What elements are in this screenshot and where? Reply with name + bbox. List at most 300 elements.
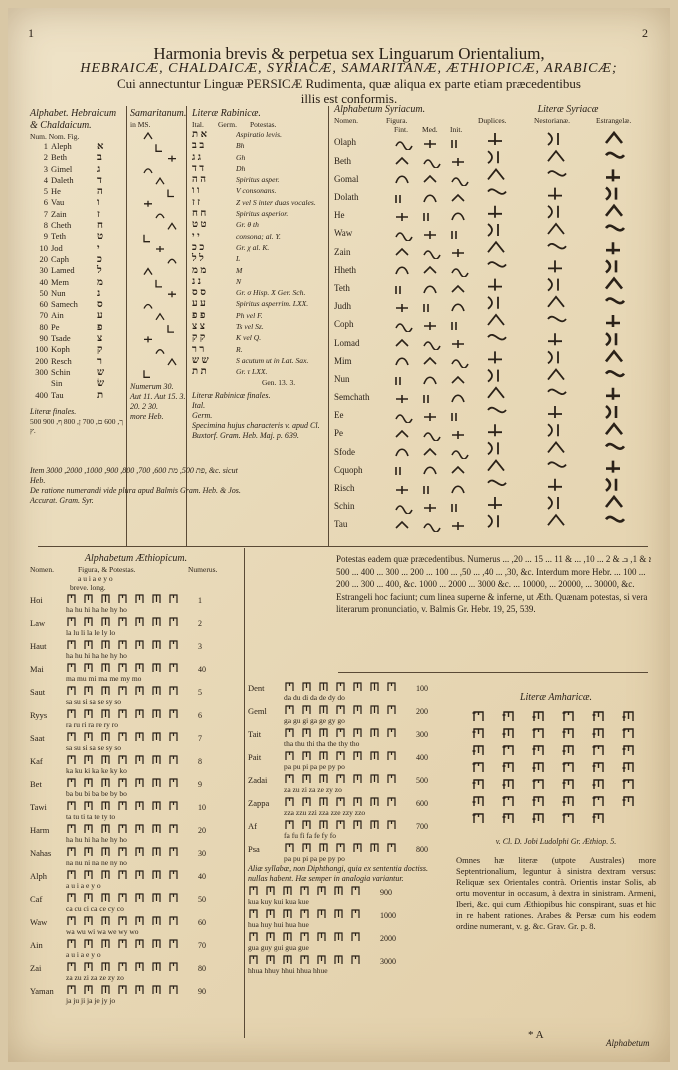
ethiopic-number: 900 [380,888,392,897]
hebrew-name: Ain [51,310,64,321]
syriac-figure-glyphs [390,373,480,387]
ethiopic-syllables: a u i a e y o [66,881,101,890]
ethiopic-glyph [286,775,293,783]
ethiopic-name: Psa [248,844,260,854]
ethiopic-glyphs [284,703,414,715]
catchword: Alphabetum [606,1038,650,1048]
amharic-glyph [533,712,544,721]
ethiopic-glyph [153,825,160,833]
ethiopic-glyph [136,848,143,856]
hebrew-row [30,209,126,220]
hebrew-row [30,254,126,265]
hebrew-glyph: א [97,141,104,152]
hebrew-notes [30,466,250,506]
syriac-row [334,298,494,316]
rabbinic-row [192,344,326,355]
rabbinic-glyph: ח ח [192,208,207,220]
syriac-glyph [396,377,400,385]
ethiopic-glyph [286,752,293,760]
ethiopic-row [30,776,242,799]
ethiopic-syllables: la lu li la le ly lo [66,628,116,637]
syriac-estr-glyph [606,242,620,254]
syriac-nest-glyph [548,260,562,272]
syriac-glyph [424,322,436,330]
ethiopic-glyph [136,802,143,810]
hebrew-num: 60 [39,299,48,310]
ethiopic-glyph [119,963,126,971]
ethiopic-number: 800 [416,845,428,854]
syriac-glyph [396,340,408,346]
ethiopic-glyph [318,910,325,918]
ethiopic-syllables: ha hu hi ha he hy ho [66,835,127,844]
syriac-glyph [424,524,440,532]
syriac-figure-glyphs [390,318,480,332]
syriac-name: Nun [334,373,350,384]
ethiopic-glyph [136,825,143,833]
syriac-dup-glyph [488,335,506,340]
rabbinic-row [192,129,326,140]
hebrew-row [30,299,126,310]
ethiopic-glyphs [248,953,378,965]
ethiopic-name: Ain [30,940,43,950]
ethiopic-glyph [170,802,177,810]
rabbinic-row [192,355,326,366]
hebrew-name: Gimel [51,163,73,174]
rabbinic-glyph: ב ב [192,140,205,152]
samaritan-column [130,108,186,422]
rabbinic-potestas: Aspiratio levis. [236,130,282,139]
syriac-nest-glyph [548,171,566,176]
rabbinic-head-pot: Potestas. [250,120,277,129]
rabbinic-row [192,366,326,377]
ethiopic-glyph [388,683,395,691]
ethiopic-number: 60 [198,918,206,927]
ethiopic-syllables: sa su si sa se sy so [66,743,122,752]
ethiopic-vowels: a u i a e y o [78,574,113,583]
ethiopic-glyph [303,798,310,806]
syriac-dup-glyph [488,189,506,194]
ethiopic-glyph [170,779,177,787]
ethiopic-name: Harm [30,825,50,835]
syriac-glyph [452,140,456,148]
syr-lit-head-dup: Duplices. [478,116,507,125]
syriac-nest-glyph [548,333,562,345]
ethiopic-glyph [153,802,160,810]
hebrew-glyph: נ [97,287,101,299]
syriac-glyph [424,433,440,441]
amharic-glyph [593,763,604,772]
rabbinic-potestas: Gr. χ al. K. [236,242,270,252]
ethiopic-number: 6 [198,711,202,720]
ethiopic-glyphs [248,930,378,942]
samaritan-glyph [156,314,164,320]
ethiopic-name: Mai [30,664,44,674]
syriac-glyph [424,468,436,475]
syriac-name: Olaph [334,137,356,148]
syriac-name: Coph [334,319,354,330]
hebrew-num: 8 [43,220,48,231]
syriac-nest-glyph [548,479,562,491]
syriac-dup-glyph [488,351,502,363]
amharic-title: Literæ Amharicæ. [519,692,593,703]
ethiopic-row [30,684,242,707]
amharic-glyph [503,797,514,806]
amharic-glyph [623,797,634,806]
syriac-glyph [396,195,400,203]
syriac-glyph [424,176,436,182]
syriac-name: Cquoph [334,464,363,475]
rabbinic-glyph: ל ל [192,253,204,265]
ethiopic-glyph [68,986,75,994]
amharic-glyph [593,712,604,721]
ethiopic-glyph [68,848,75,856]
ethiopic-glyph [102,779,109,787]
syriac-dup-glyph [488,297,498,309]
ethiopic-syllables: ba bu bi ba be by bo [66,789,127,798]
ethiopic-glyphs [248,884,378,896]
syriac-name: Sfode [334,446,355,457]
ethiopic-name: Af [248,821,257,831]
ethiopic-glyph [119,940,126,948]
ethiopic-glyph [337,752,344,760]
ethiopic-glyph [303,775,310,783]
ethiopic-number: 90 [198,987,206,996]
ethiopic-glyph [153,940,160,948]
ethiopic-row [30,661,242,684]
ethiopic-number: 10 [198,803,206,812]
syriac-glyph [396,467,400,475]
ethiopic-glyph [286,706,293,714]
ethiopic-number: 2 [198,619,202,628]
ethiopic-row [30,891,242,914]
ethiopic-glyph [170,917,177,925]
ethiopic-number: 300 [416,730,428,739]
syriac-estr-glyph [606,388,620,400]
hebrew-num: 3 [43,163,48,174]
amharic-glyph [623,729,634,738]
hebrew-glyph: י [97,242,100,254]
hebrew-glyph: ח [97,220,103,232]
ethiopic-number: 5 [198,688,202,697]
syriac-row [334,152,494,170]
amharic-glyph [473,763,484,772]
ethiopic-glyph [170,756,177,764]
samaritan-glyph [168,223,176,229]
amharic-glyph [563,729,574,738]
syriac-glyph [452,377,464,383]
ethiopic-glyph [68,963,75,971]
ethiopic-head-num: Numerus. [188,565,218,574]
syriac-name: Tau [334,519,348,530]
ethiopic-number: 9 [198,780,202,789]
rabbinic-potestas: Spiritus asper. [236,175,280,185]
ethiopic-row [30,707,242,730]
ethiopic-glyph [153,756,160,764]
amharic-glyph [533,746,544,755]
syriac-row [334,389,494,407]
syriac-glyph [396,158,408,164]
ethiopic-glyph [68,618,75,626]
syr-lit-head [478,116,658,125]
ethiopic-row [248,680,448,703]
ethiopic2-rows [248,680,448,864]
ethiopic-glyph [153,894,160,902]
hebrew-name: Vau [51,197,65,208]
ethiopic-glyph [85,825,92,833]
ethiopic-name: Haut [30,641,47,651]
syriac-head-med: Med. [422,125,438,134]
rabbinic-potestas: Ts vel Sz. [236,322,264,332]
hebrew-name: Beth [51,152,68,163]
ethiopic-name: Zappa [248,798,270,808]
ethiopic-row [30,638,242,661]
rabbinic-row [192,208,326,219]
ethiopic-syllables: hhua hhuy hhui hhua hhue [248,966,328,975]
rabbinic-potestas: Spiritus asperior. [236,209,289,219]
ethiopic-glyph [102,848,109,856]
hebrew-name: Cheth [51,220,72,231]
rabbinic-potestas: Spiritus asperrim. LXX. [236,299,309,309]
samaritan-glyphs [130,129,186,379]
hebrew-row [30,175,126,186]
hebrew-row [30,333,126,344]
ethiopic-glyph [119,733,126,741]
syriac-glyph [396,450,408,457]
ethiopic-glyph [170,595,177,603]
divider [328,106,329,546]
rabbinic-glyph: צ צ [192,321,205,333]
hebrew-num: 50 [39,287,48,298]
syriac-nest-glyph [548,497,558,509]
hebrew-name: Resch [51,355,72,366]
syriac-glyph [424,504,436,512]
ethiopic-glyphs [66,615,196,627]
syriac-estr-glyph [606,298,624,303]
syr-lit-title: Literæ Syriacæ [537,104,599,115]
ethiopic-row [30,914,242,937]
syriac-estr-glyph [606,351,622,361]
rabbinic-head [192,120,326,129]
amharic-glyph [593,797,604,806]
ethiopic-glyph [119,618,126,626]
hebrew-row [30,220,126,231]
hebrew-glyph: כ [97,253,102,265]
syriac-row [334,225,494,243]
hebrew-num: 80 [39,321,48,332]
rabbinic-finals-ital: Ital. [192,400,206,410]
ethiopic-glyph [153,986,160,994]
syriac-name: Schin [334,501,355,512]
syriac-estr-glyph [606,260,616,272]
ethiopic-glyph [303,821,310,829]
syriac-figure-glyphs [390,463,480,477]
hebrew-name: Sin [51,378,63,389]
syriac-glyph [452,451,468,459]
ethiopic-glyph [354,752,361,760]
ethiopic-row [248,930,448,953]
ethiopic-syllables: hua huy hui hua hue [248,920,309,929]
syriac-glyph [396,486,408,494]
ethiopic-glyph [320,706,327,714]
amharic-column [456,692,656,932]
ethiopic-number: 40 [198,872,206,881]
hebrew-row [30,344,126,355]
syriac-name: Zain [334,246,351,257]
syriac-glyph [424,342,440,350]
samaritan-glyph [156,280,162,287]
samaritan-glyph [156,144,162,151]
rabbinic-glyph: פ פ [192,309,206,321]
syriac-row [334,316,494,334]
syriac-name: Ee [334,410,344,421]
rabbinic-rows [192,129,326,378]
syriac-figure-glyphs [390,136,480,150]
syriac-glyph [452,231,456,239]
ethiopic-glyph [102,802,109,810]
rabbinic-potestas: Gr. τ LXX. [236,367,268,377]
rabbinic-row [192,185,326,196]
ethiopic-glyphs [284,795,414,807]
rabbinic-potestas: M [236,265,243,275]
ethiopic-number: 100 [416,684,428,693]
ethiopic-glyph [303,729,310,737]
ethiopic-glyphs [66,638,196,650]
syriac-nest-glyph [548,389,566,394]
ethiopic-glyph [119,664,126,672]
ethiopic-name: Tait [248,729,262,739]
rabbinic-potestas: Ph vel F. [236,310,263,320]
ethiopic-syllables: ra ru ri ra re ry ro [66,720,119,729]
ethiopic-syllables: ca cu ci ca ce cy co [66,904,124,913]
syriac-glyph [396,233,412,241]
syriac-name: Risch [334,483,355,493]
syriac-glyph [452,213,464,220]
hebrew-glyph: שׂ [97,378,105,390]
ethiopic-glyph [85,733,92,741]
ethiopic-glyph [102,825,109,833]
ethiopic-glyph [85,940,92,948]
amharic-glyph [473,780,484,789]
samaritan-title: Samaritanum. [130,108,187,119]
ethiopic-name: Caf [30,894,43,904]
syriac-head-init: Init. [450,125,463,134]
amharic-glyph [473,814,484,823]
samaritan-glyph [144,201,152,207]
rabbinic-row [192,242,326,253]
ethiopic2-column [248,680,448,976]
syriac-name: Lomad [334,337,360,348]
syriac-name: Teth [334,282,350,293]
ethiopic-glyph [371,683,378,691]
syriac-glyph [424,213,428,221]
samaritan-numerum: Numerum 30. Aut 11. Aut 15. 3. 20. 2 30. [130,382,186,412]
ethiopic-number: 70 [198,941,206,950]
syr-lit-column [478,104,658,548]
rabbinic-row [192,276,326,287]
ethiopic-glyph [301,910,308,918]
syriac-figure-glyphs [390,354,480,368]
ethiopic-glyph [119,687,126,695]
samaritan-glyph [144,133,152,139]
ethiopic-glyph [318,887,325,895]
rabbinic-finals-germ: Germ. [192,410,213,420]
hebrew-title: Alphabet. Hebraicum & Chaldaicum. [30,108,117,131]
syriac-nest-glyph [548,515,564,525]
ethiopic-glyph [170,618,177,626]
amharic-credit: v. Cl. D. Jobi Ludolphi Gr. Æthiop. 5. [495,837,617,847]
ethiopic-glyph [170,986,177,994]
syriac-figure-glyphs [390,409,480,423]
ethiopic-glyphs [66,983,196,995]
ethiopic-glyph [119,894,126,902]
syriac-glyph [396,213,408,221]
amharic-glyph [503,763,514,772]
syriac-dup-glyph [488,424,502,436]
ethiopic-row [30,937,242,960]
rabbinic-row [192,140,326,151]
syriac-nest-glyph [548,317,566,322]
hebrew-row [30,367,126,378]
amharic-glyph [533,729,544,738]
ethiopic-glyph [303,706,310,714]
ethiopic-row [248,818,448,841]
ethiopic-glyphs [284,680,414,692]
ethiopic-glyph [170,963,177,971]
ethiopic-glyph [284,933,291,941]
ethiopic-column [30,553,242,1006]
syriac-glyph [424,449,436,455]
rabbinic-glyph: ה ה [192,174,207,186]
ethiopic-glyph [136,756,143,764]
ethiopic-syllables: sa su si sa se sy so [66,697,122,706]
syriac-glyph [396,142,412,150]
samaritan-glyph [156,350,164,354]
hebrew-glyph: ז [97,208,100,220]
syriac-row [334,461,494,479]
amharic-glyph [473,797,484,806]
ethiopic-row [248,841,448,864]
syr-lit-head-nest: Nestorianæ. [534,116,571,125]
ethiopic-glyph [85,687,92,695]
hebrew-row [30,390,126,401]
ethiopic-glyph [170,894,177,902]
hebrew-num: 6 [43,197,48,208]
hebrew-glyph: פ [97,321,103,333]
rabbinic-row [192,163,326,174]
ethiopic-row [30,799,242,822]
syriac-glyph [424,304,428,312]
amharic-glyph [533,780,544,789]
ethiopic-glyph [301,956,308,964]
hebrew-glyph: ט [97,231,104,243]
ethiopic-syllables: ta tu ti ta te ty to [66,812,116,821]
ethiopic-glyph [267,887,274,895]
ethiopic-glyph [102,871,109,879]
hebrew-num: 2 [43,152,48,163]
rabbinic-glyph: ג ג [192,151,202,163]
hebrew-ratio: De ratione numerandi vide plura apud Balmis Gram. Heb. & Jos. Accurat. Gram. Syr. [30,486,241,505]
ethiopic-number: 2000 [380,934,396,943]
header-line3: Cui annectuntur Linguæ PERSICÆ Rudimenta, quæ aliqua ex parte etiam præcedentibus [117,76,581,91]
rabbinic-potestas: Gr. θ th [236,220,259,230]
ethiopic-row [248,884,448,907]
ethiopic-glyph [136,917,143,925]
syriac-figure-glyphs [390,245,480,259]
ethiopic-glyph [68,595,75,603]
ethiopic-glyphs [66,661,196,673]
amharic-glyph [473,746,484,755]
syriac-glyph [424,140,436,148]
